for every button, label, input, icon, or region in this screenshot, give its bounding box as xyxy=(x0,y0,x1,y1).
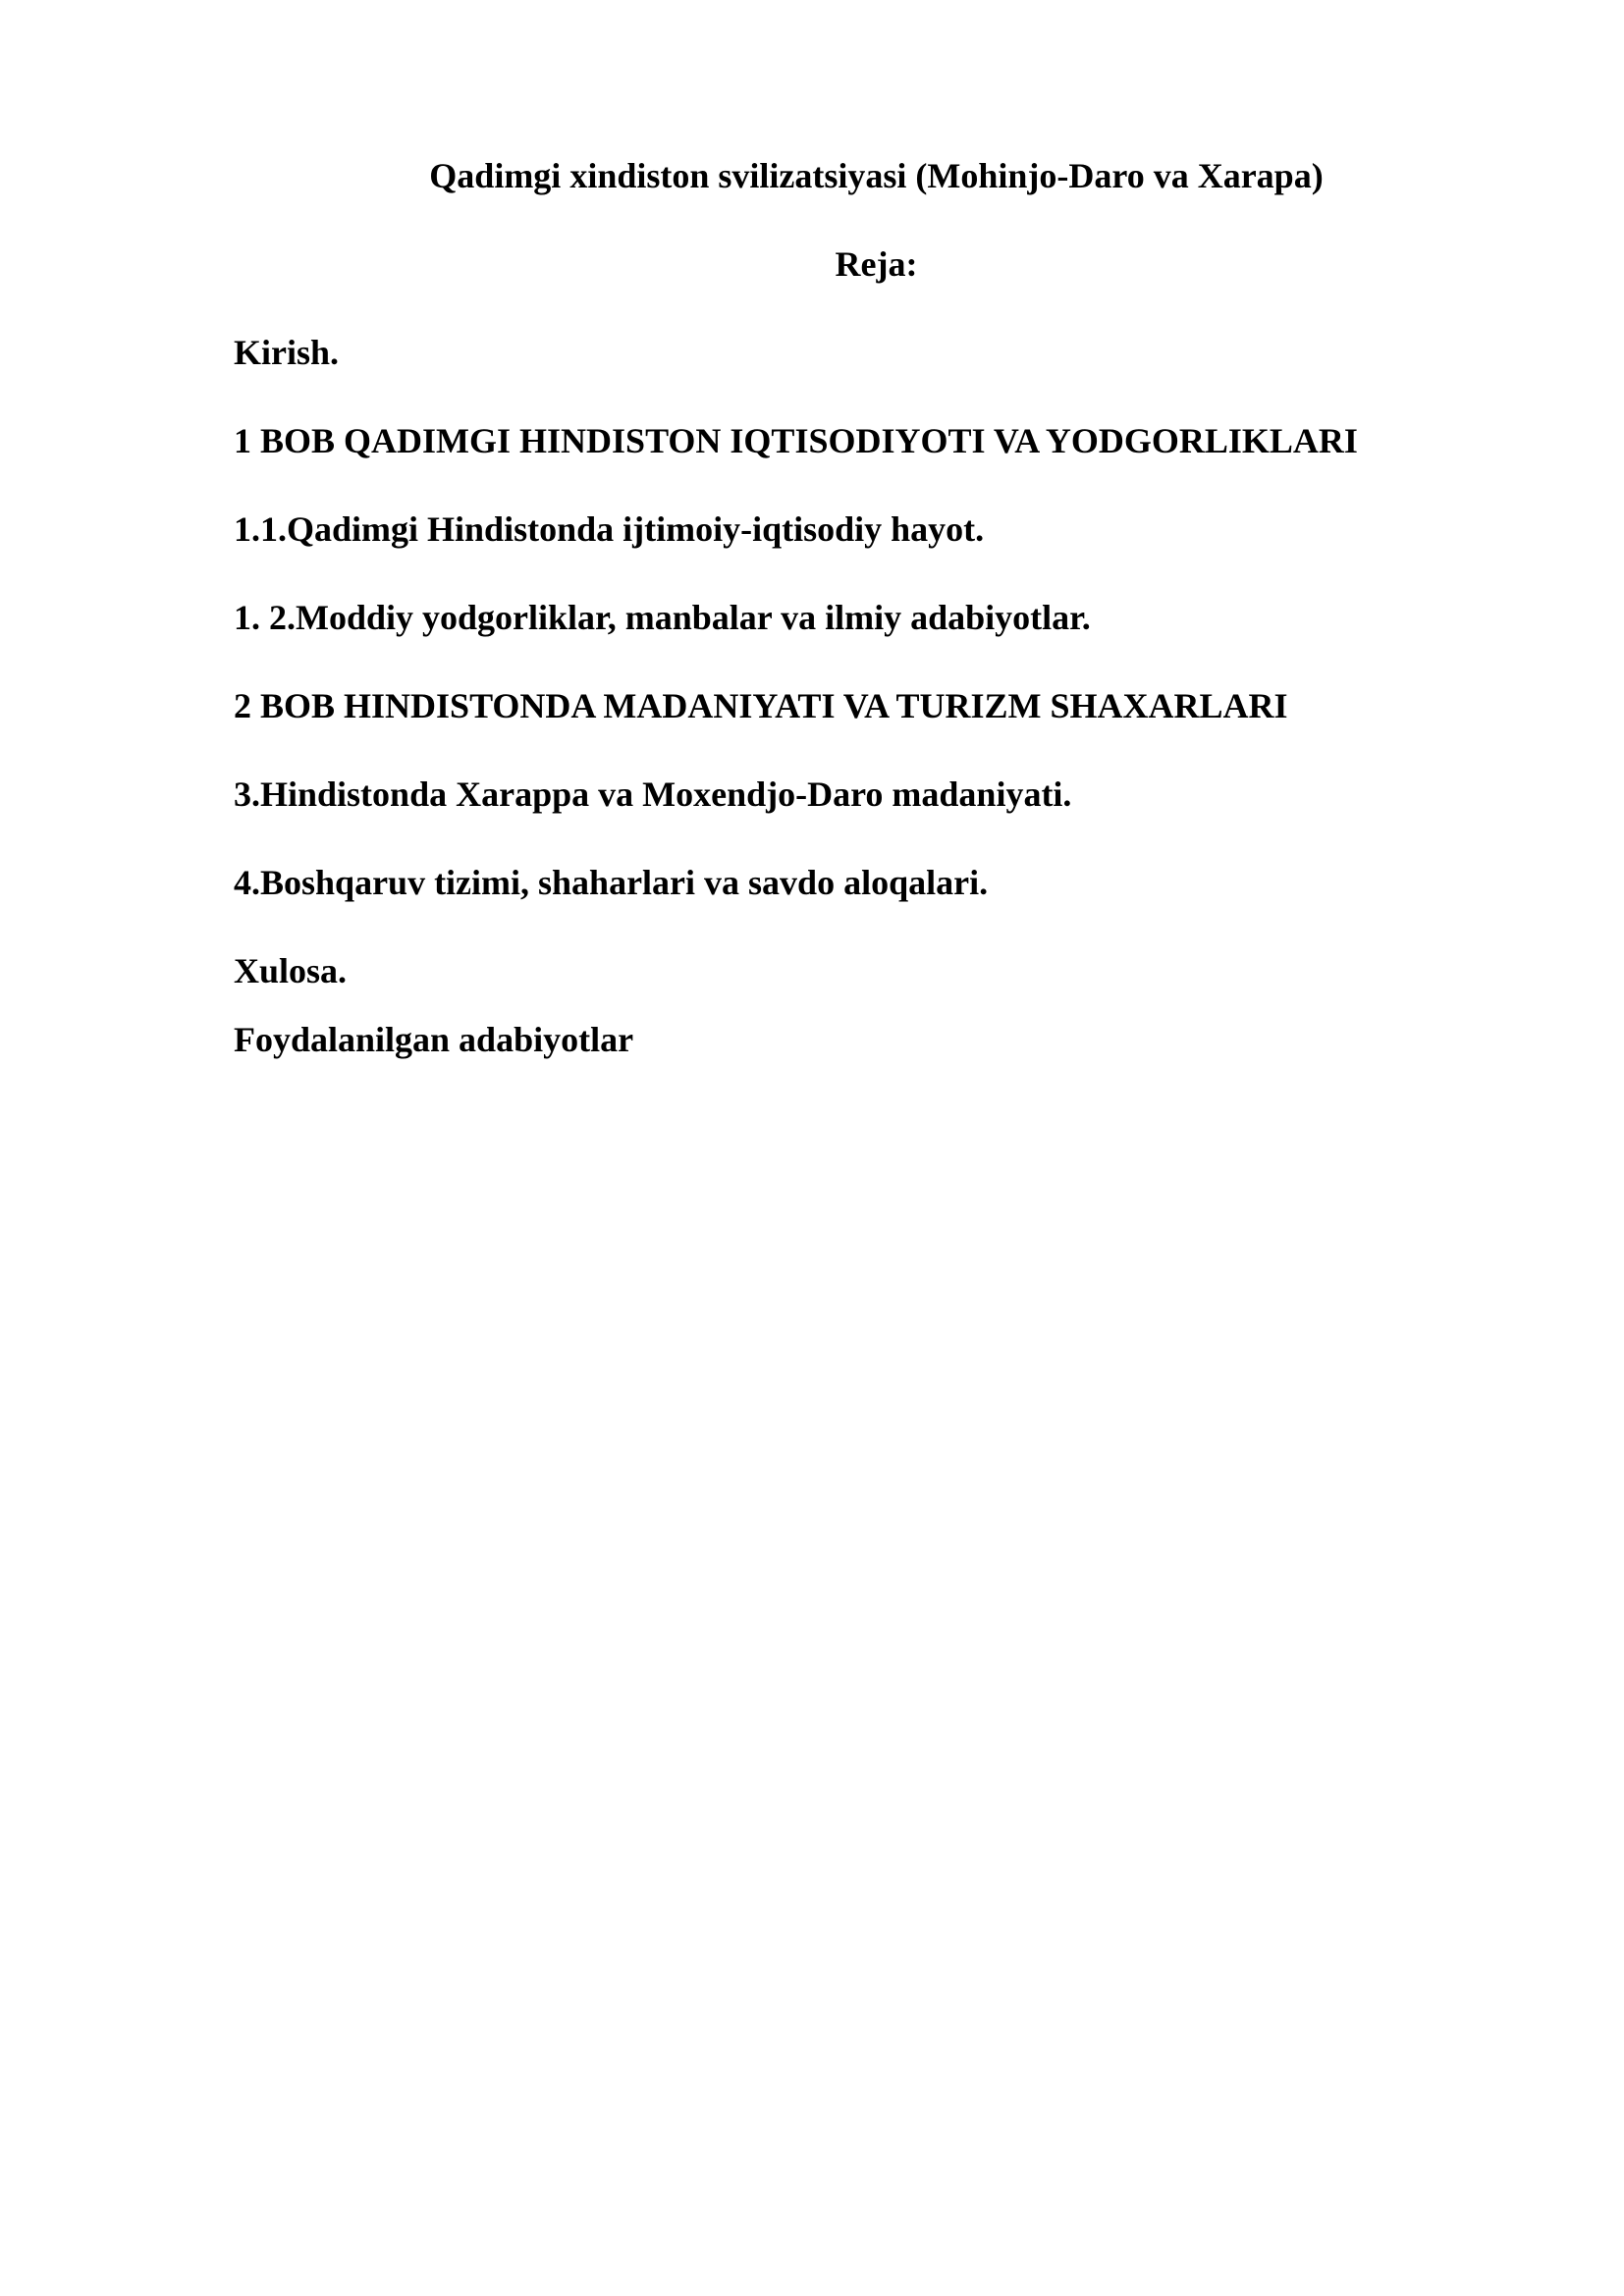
plan-item-chapter-1: 1 BOB QADIMGI HINDISTON IQTISODIYOTI VA YODGORLIKLARI xyxy=(234,421,1358,460)
plan-item-section-3: 3.Hindistonda Xarappa va Moxendjo-Daro madaniyati. xyxy=(234,774,1072,814)
plan-item-chapter-2: 2 BOB HINDISTONDA MADANIYATI VA TURIZM SHAXARLARI xyxy=(234,686,1288,725)
plan-item-section-4: 4.Boshqaruv tizimi, shaharlari va savdo aloqalari. xyxy=(234,863,989,902)
plan-item-conclusion: Xulosa. xyxy=(234,951,348,990)
plan-item-section-1-2: 1. 2.Moddiy yodgorliklar, manbalar va ilmiy adabiyotlar. xyxy=(234,598,1091,637)
plan-heading: Reja: xyxy=(835,244,918,284)
document-title: Qadimgi xindiston svilizatsiyasi (Mohinjo-Daro va Xarapa) xyxy=(429,156,1324,195)
plan-item-references: Foydalanilgan adabiyotlar xyxy=(234,1020,634,1059)
plan-item-section-1-1: 1.1.Qadimgi Hindistonda ijtimoiy-iqtisodiy hayot. xyxy=(234,509,985,549)
plan-item-introduction: Kirish. xyxy=(234,333,340,372)
